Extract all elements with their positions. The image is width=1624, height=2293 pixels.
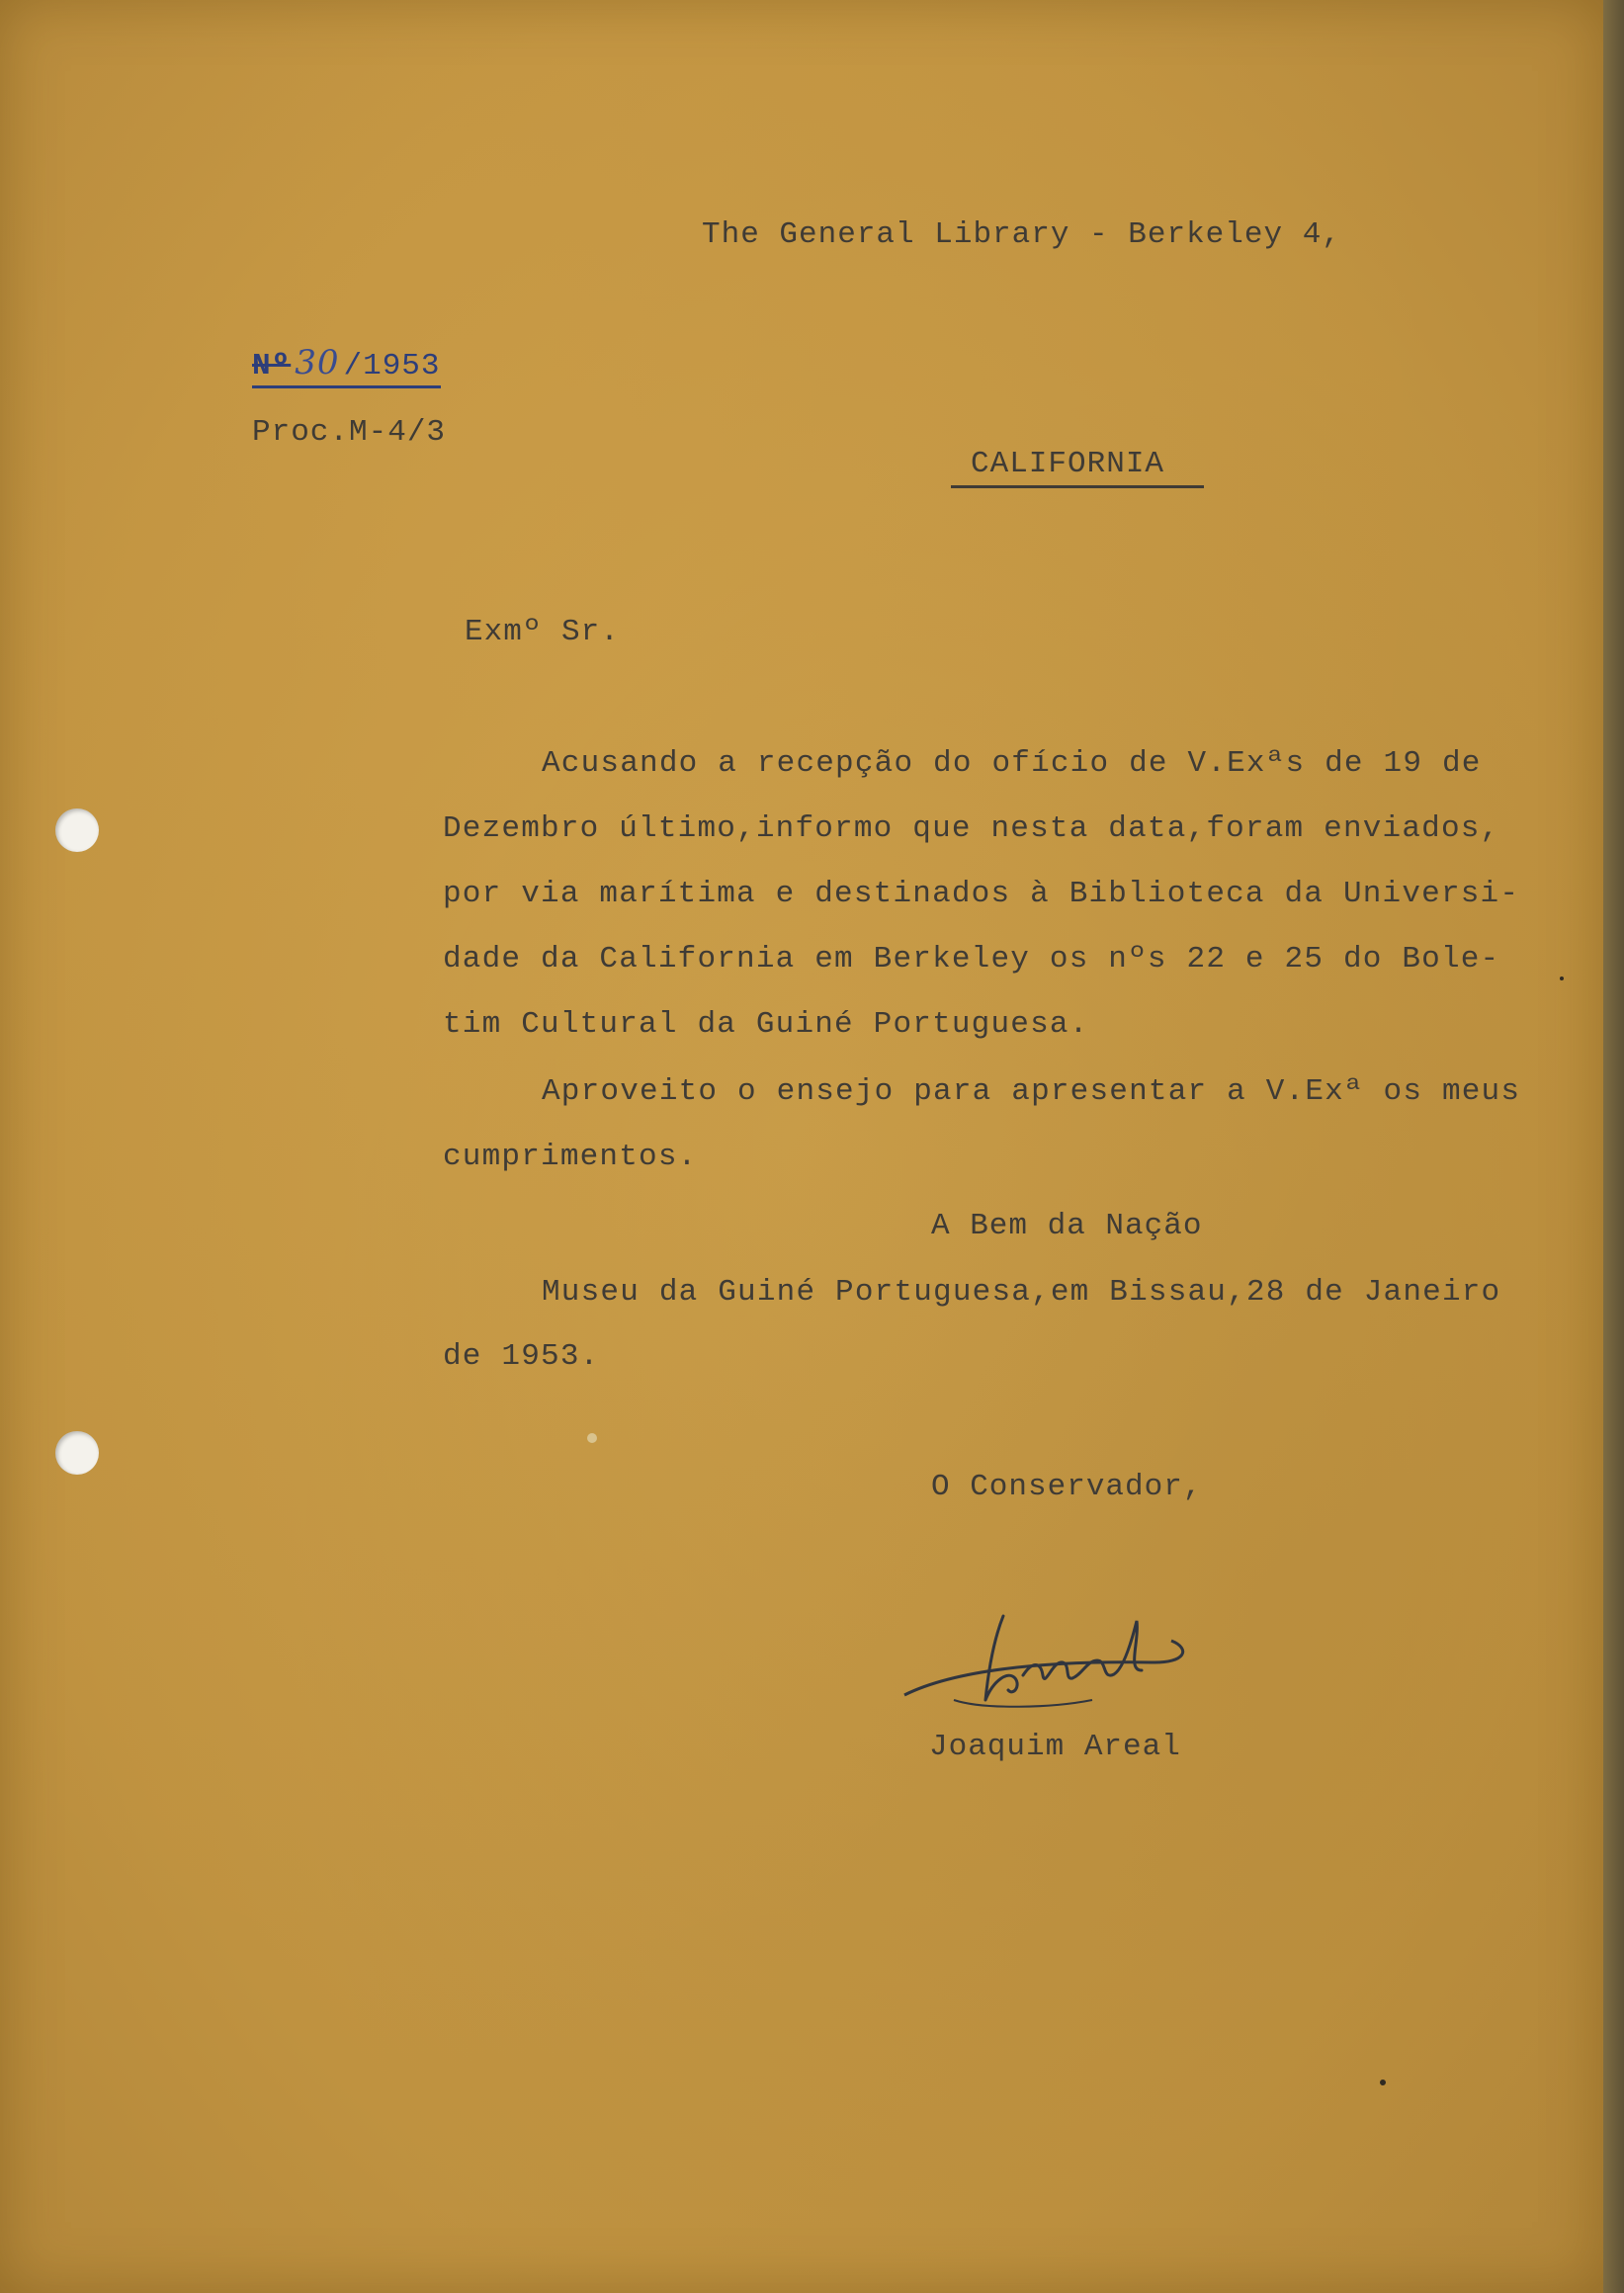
reference-year: /1953	[343, 349, 441, 383]
body-line-7: cumprimentos.	[443, 1140, 698, 1174]
place-date-line-1: Museu da Guiné Portuguesa,em Bissau,28 de Janeiro	[542, 1275, 1501, 1310]
punch-hole-bottom	[55, 1431, 99, 1475]
paper-speck	[1560, 977, 1564, 980]
body-line-1: Acusando a recepção do ofício de V.Exªs de 19 de	[542, 746, 1482, 781]
motto: A Bem da Nação	[931, 1209, 1203, 1243]
destination-state	[951, 447, 1204, 481]
body-line-2: Dezembro último,informo que nesta data,foram enviados,	[443, 811, 1500, 846]
paper-speck	[587, 1433, 597, 1443]
handwritten-signature	[895, 1601, 1201, 1730]
punch-hole-top	[55, 808, 99, 852]
reference-prefix: Nº	[252, 349, 292, 383]
body-line-3: por via marítima e destinados à Biblioteca da Universi-	[443, 877, 1520, 911]
reference-handwritten-number: 30	[295, 343, 340, 382]
destination-state-text: CALIFORNIA	[951, 447, 1204, 488]
reference-number	[252, 343, 441, 388]
place-date-line-2: de 1953.	[443, 1339, 600, 1374]
salutation: Exmº Sr.	[465, 615, 620, 649]
scan-edge	[1603, 0, 1624, 2293]
body-line-6: Aproveito o ensejo para apresentar a V.Exª os meus	[542, 1074, 1521, 1109]
signatory-name: Joaquim Areal	[929, 1730, 1181, 1764]
paper-speck	[1380, 2080, 1386, 2085]
body-line-4: dade da California em Berkeley os nºs 22 e 25 do Bole-	[443, 942, 1500, 977]
process-code: Proc.M-4/3	[252, 415, 447, 450]
address-line: The General Library - Berkeley 4,	[702, 217, 1341, 252]
body-line-5: tim Cultural da Guiné Portuguesa.	[443, 1007, 1089, 1042]
closing-title: O Conservador,	[931, 1470, 1203, 1504]
